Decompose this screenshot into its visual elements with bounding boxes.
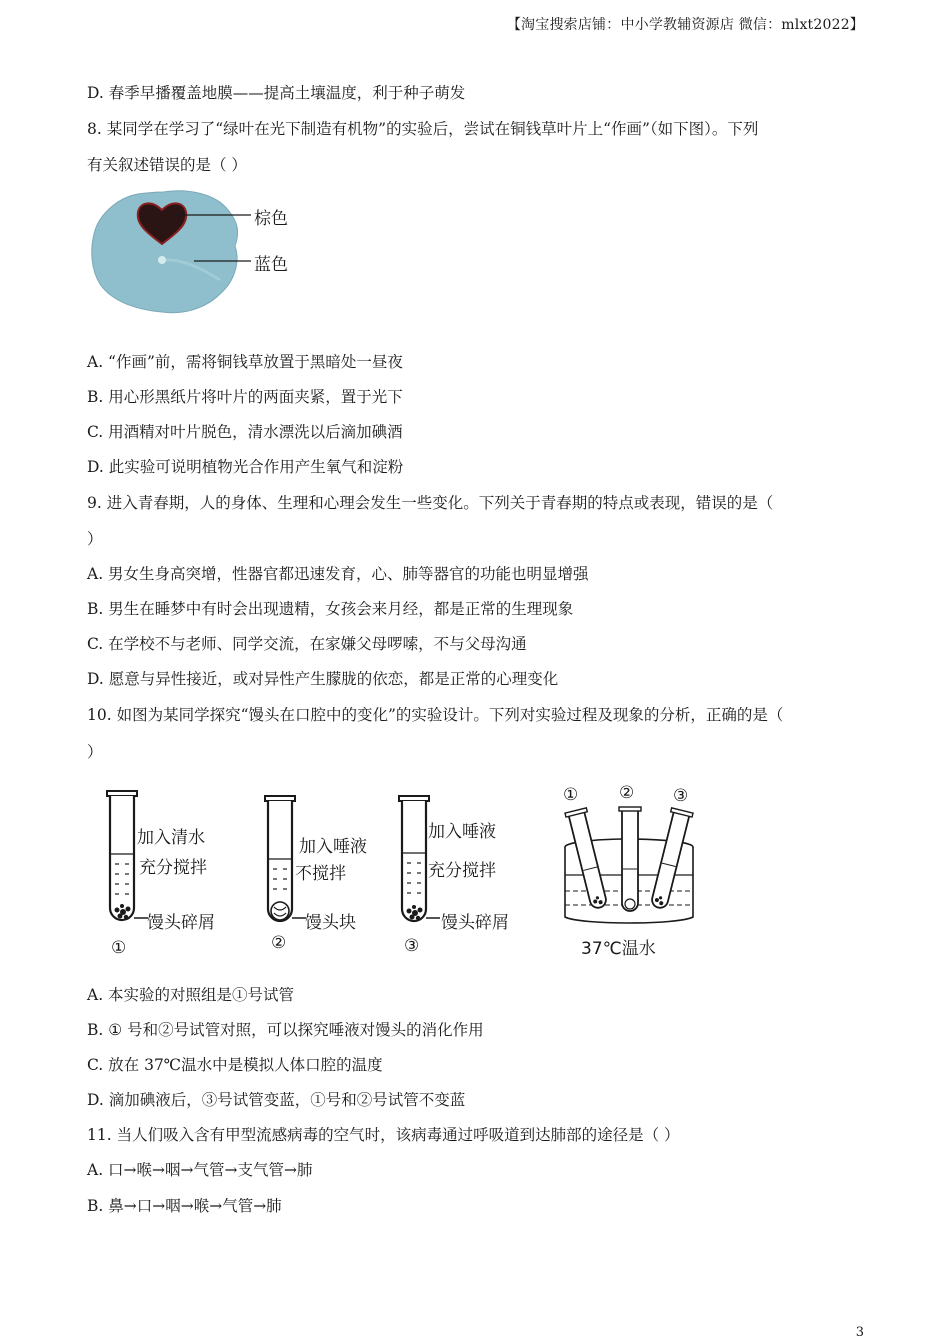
tube1-bottom: 馒头碎屑 — [147, 913, 215, 933]
test-tube-1 — [104, 790, 140, 930]
beaker-number-1: ① — [563, 785, 579, 805]
q9-option-a: A. 男女生身高突增，性器官都迅速发育，心、肺等器官的功能也明显增强 — [87, 565, 589, 583]
q10-stem-line1: 10. 如图为某同学探究“馒头在口腔中的变化”的实验设计。下列对实验过程及现象的分析，正确的是（ — [87, 706, 784, 724]
q11-stem: 11. 当人们吸入含有甲型流感病毒的空气时，该病毒通过呼吸道到达肺部的途径是（ ） — [87, 1126, 680, 1144]
beaker-number-2: ② — [619, 783, 635, 803]
tube2-bottom: 馒头块 — [305, 913, 356, 933]
leader-tube-3 — [426, 916, 442, 920]
tube3-line1: 加入唾液 — [428, 822, 496, 842]
tube2-number: ② — [271, 933, 287, 953]
label-brown: 棕色 — [254, 209, 288, 229]
q8-stem-line1: 8. 某同学在学习了“绿叶在光下制造有机物”的实验后，尝试在铜钱草叶片上“作画”（如下图）。下列 — [87, 120, 759, 138]
q8-option-d: D. 此实验可说明植物光合作用产生氧气和淀粉 — [87, 458, 404, 476]
q8-option-a: A. “作画”前，需将铜钱草放置于黑暗处一昼夜 — [87, 353, 403, 371]
q10-stem-line2: ） — [87, 743, 103, 761]
q9-option-b: B. 男生在睡梦中有时会出现遗精，女孩会来月经，都是正常的生理现象 — [87, 600, 574, 618]
q10-option-c: C. 放在 37℃温水中是模拟人体口腔的温度 — [87, 1056, 383, 1074]
q11-option-b: B. 鼻→口→咽→喉→气管→肺 — [87, 1197, 282, 1215]
beaker-water-label: 37℃温水 — [581, 939, 656, 959]
tube3-line2: 充分搅拌 — [428, 861, 496, 881]
test-tube-3 — [396, 795, 432, 935]
tube3-number: ③ — [404, 936, 420, 956]
tube1-line1: 加入清水 — [137, 828, 205, 848]
beaker-tube-middle — [619, 807, 641, 911]
q10-option-a: A. 本实验的对照组是①号试管 — [87, 986, 295, 1004]
page-number: 3 — [855, 1325, 864, 1340]
q7-option-d: D. 春季早播覆盖地膜——提高土壤温度，利于种子萌发 — [87, 84, 466, 102]
beaker-number-3: ③ — [673, 786, 689, 806]
page-header: 【淘宝搜索店铺：中小学教辅资源店 微信：mlxt2022】 — [506, 17, 864, 33]
label-blue: 蓝色 — [254, 255, 288, 275]
tube2-line2: 不搅拌 — [295, 864, 346, 884]
q11-option-a: A. 口→喉→咽→气管→支气管→肺 — [87, 1161, 313, 1179]
tube2-line1: 加入唾液 — [299, 837, 367, 857]
q9-stem-line2: ） — [87, 530, 103, 548]
tube1-line2: 充分搅拌 — [139, 858, 207, 878]
q8-stem-line2: 有关叙述错误的是（ ） — [87, 156, 247, 174]
q9-stem-line1: 9. 进入青春期，人的身体、生理和心理会发生一些变化。下列关于青春期的特点或表现，错误的是（ — [87, 494, 774, 512]
tube1-number: ① — [111, 938, 127, 958]
q8-option-c: C. 用酒精对叶片脱色，清水漂洗以后滴加碘酒 — [87, 423, 403, 441]
q9-option-d: D. 愿意与异性接近，或对异性产生朦胧的依恋，都是正常的心理变化 — [87, 670, 559, 688]
q8-option-b: B. 用心形黑纸片将叶片的两面夹紧，置于光下 — [87, 388, 403, 406]
q10-option-b: B. ① 号和②号试管对照，可以探究唾液对馒头的消化作用 — [87, 1021, 484, 1039]
water-bath-beaker — [560, 805, 700, 935]
q9-option-c: C. 在学校不与老师、同学交流，在家嫌父母啰嗦，不与父母沟通 — [87, 635, 527, 653]
leaf-center — [158, 256, 166, 264]
q10-option-d: D. 滴加碘液后，③号试管变蓝，①号和②号试管不变蓝 — [87, 1091, 466, 1109]
tube3-bottom: 馒头碎屑 — [441, 913, 509, 933]
test-tube-2 — [262, 795, 298, 935]
